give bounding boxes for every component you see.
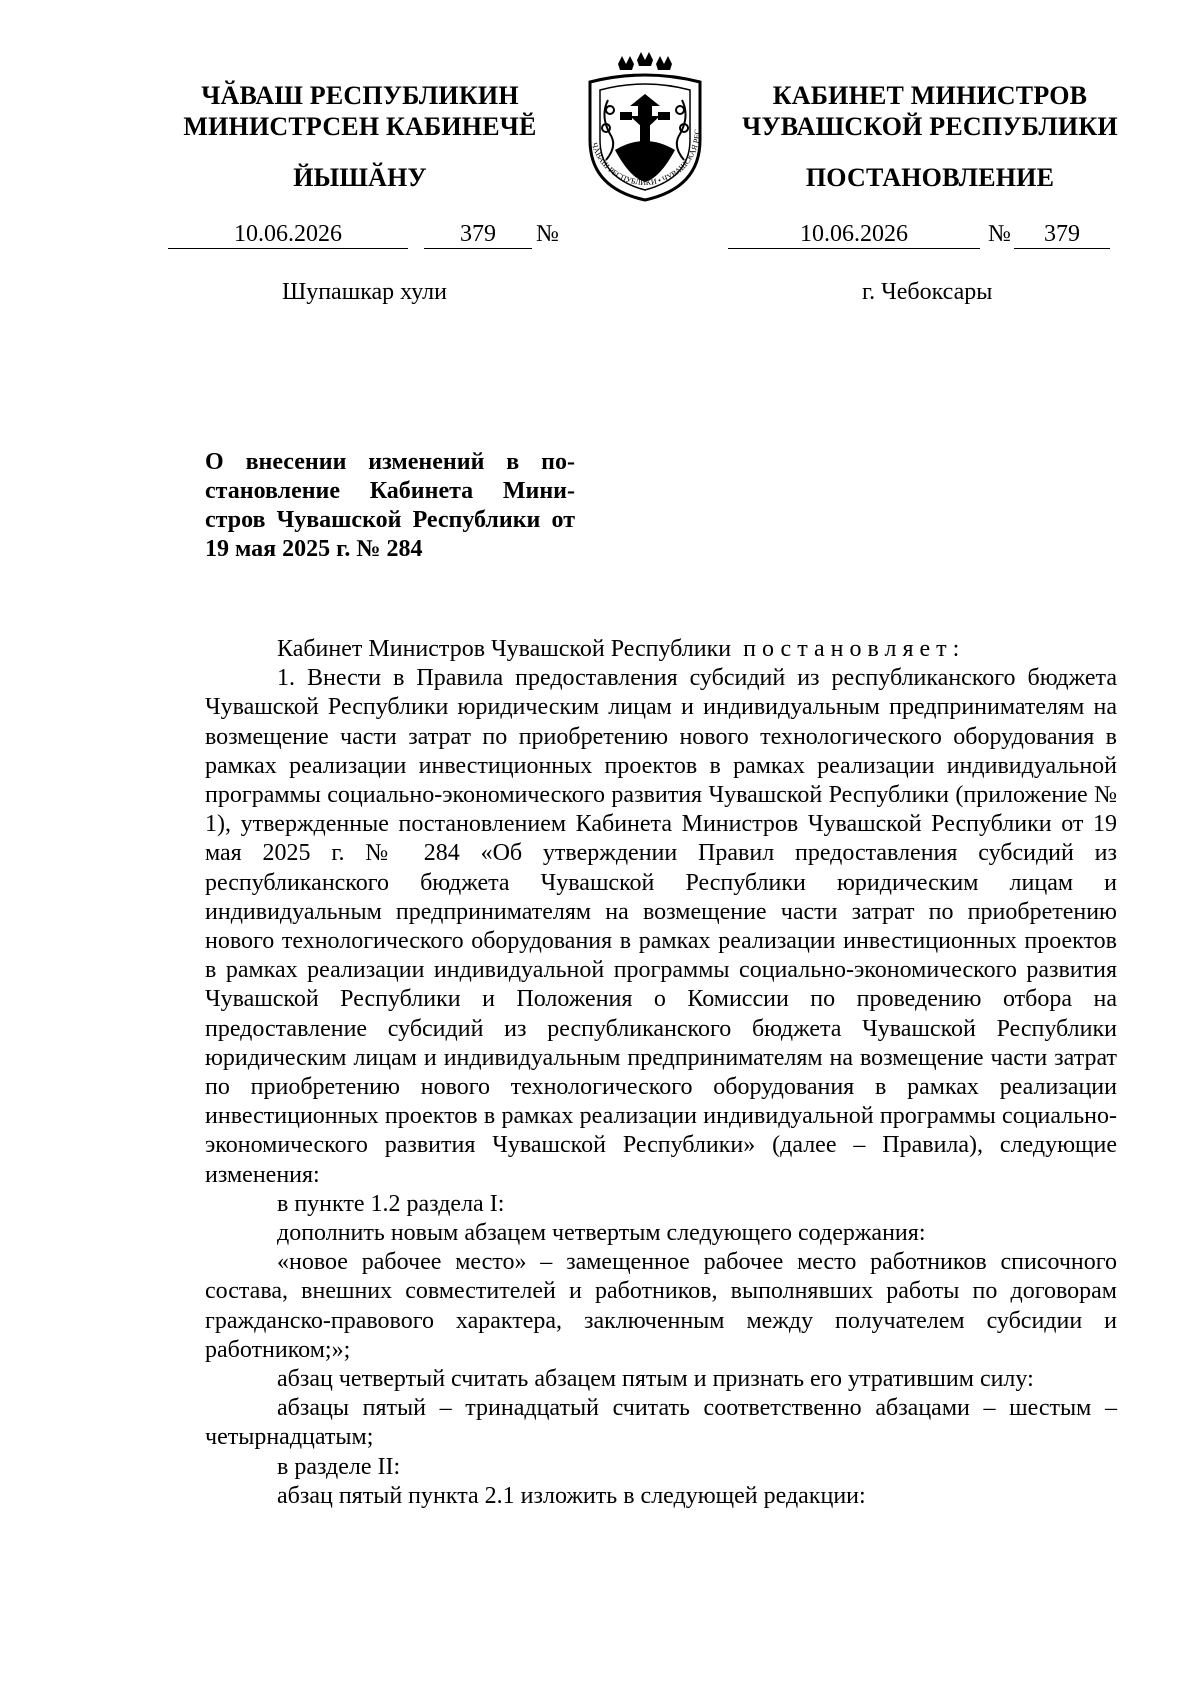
left-number-sign: №: [536, 221, 559, 247]
left-date-field: 10.06.2026: [168, 220, 408, 249]
left-org-line-2: МИНИСТРСЕН КАБИНЕЧӖ: [183, 112, 537, 141]
intro-paragraph: [205, 635, 1117, 664]
body-paragraph: дополнить новым абзацем четвертым следующего содержания:: [277, 1220, 926, 1247]
right-org-line-1: КАБИНЕТ МИНИСТРОВ: [772, 81, 1088, 110]
body-paragraph: абзацы пятый – тринадцатый считать соответственно абзацами – шестым – четырнадцатым;: [205, 1395, 1117, 1451]
body-paragraph: абзац пятый пункта 2.1 изложить в следующей редакции:: [277, 1482, 866, 1509]
right-organization-name: [720, 80, 1140, 142]
svg-text:ЧĂВАШ РЕСПУБЛИКИ • ЧУВАШСКАЯ Р: ЧĂВАШ РЕСПУБЛИКИ • ЧУВАШСКАЯ РЕС: [589, 128, 703, 188]
right-document-type: ПОСТАНОВЛЕНИЕ: [805, 163, 1055, 192]
body-paragraph: в разделе II:: [277, 1453, 401, 1480]
right-date-field: 10.06.2026: [728, 220, 980, 249]
left-org-line-1: ЧӐВАШ РЕСПУБЛИКИН: [201, 81, 519, 110]
right-number-sign: №: [988, 221, 1011, 247]
body-paragraph: 1. Внести в Правила предоставления субсидий из республиканского бюджета Чувашской Республики юридическим лицам и индивидуальным предпринимателям на возмещение части затрат по приобретению нового технологического оборудования в рамках реализации инвестиционных проектов в рамках реализации индивидуальной программы социально-экономического развития Чувашской Республики (приложение № 1), утвержденные постановлением Кабинета Министров Чувашской Республики от 19 мая 2025 г. № 284 «Об утверждении Правил предоставления субсидий из республиканского бюджета Чувашской Республики юридическим лицам и индивидуальным предпринимателям на возмещение части затрат по приобретению нового технологического оборудования в рамках реализации инвестиционных проектов в рамках реализации индивидуальной программы социально-экономического развития Чувашской Республики и Положения о Комиссии по проведению отбора на предоставление субсидий из республиканского бюджета Чувашской Республики юридическим лицам и индивидуальным предпринимателям на возмещение части затрат по приобретению нового технологического оборудования в рамках реализации инвестиционных проектов в рамках реализации индивидуальной программы социально-экономического развития Чувашской Республики» (далее – Правила), следующие изменения:: [205, 665, 1117, 1188]
chuvash-coat-of-arms-icon: [560, 50, 730, 210]
right-place: г. Чебоксары: [862, 279, 993, 305]
left-place: Шупашкар хули: [282, 279, 447, 305]
document-subject: О внесении изменений в постановление Кабинета Министров Чувашской Республики от 19 мая 2025 г. № 284: [205, 449, 575, 562]
intro-text: Кабинет Министров Чувашской Республики: [277, 636, 732, 662]
left-organization-name: [160, 80, 560, 142]
right-org-line-2: ЧУВАШСКОЙ РЕСПУБЛИКИ: [742, 112, 1118, 141]
body-paragraph: в пункте 1.2 раздела I:: [277, 1190, 505, 1217]
intro-verb: постановляет:: [743, 636, 966, 662]
body-paragraph: абзац четвертый считать абзацем пятым и признать его утратившим силу:: [277, 1366, 1034, 1393]
left-number-field: 379: [424, 220, 532, 249]
document-body: [205, 635, 1117, 1511]
body-paragraph: «новое рабочее место» – замещенное рабочее место работников списочного состава, внешних совместителей и работников, выполнявших работы по договорам гражданско-правового характера, заключенным между получателем субсидии и работником;»;: [205, 1249, 1117, 1363]
right-number-field: 379: [1014, 220, 1110, 249]
left-document-type: ЙЫШӐНУ: [293, 163, 427, 192]
